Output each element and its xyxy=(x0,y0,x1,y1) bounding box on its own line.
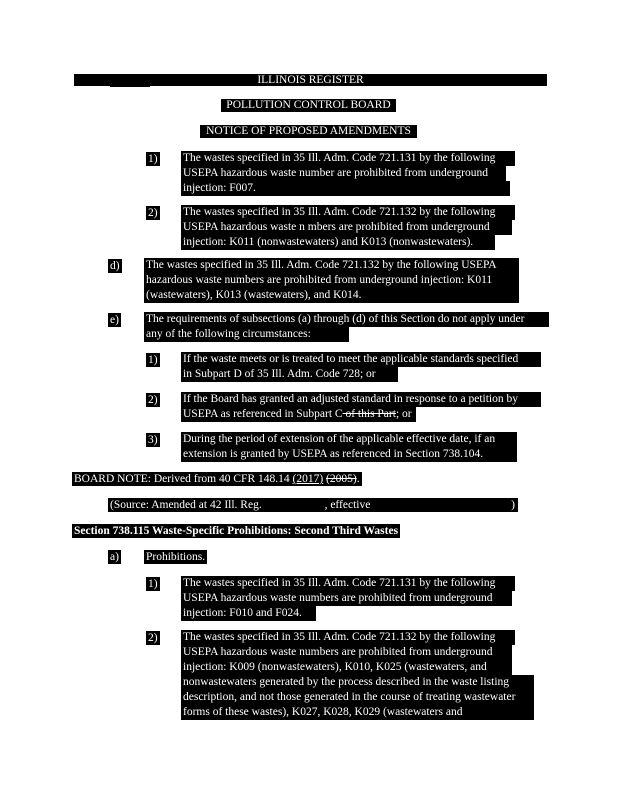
section-a2-line: The wastes specified in 35 Ill. Adm. Code 721.132 by the following xyxy=(181,630,515,645)
section-a2-text xyxy=(181,630,534,720)
section-a2-line: forms of these wastes), K027, K028, K029 (wastewaters and xyxy=(181,705,534,720)
register-title: ILLINOIS REGISTER xyxy=(257,74,364,86)
section-a2-line: description, and not those generated in the course of treating wastewater xyxy=(181,690,534,705)
item-d-line: The wastes specified in 35 Ill. Adm. Code 721.132 by the following USEPA xyxy=(144,258,519,273)
item-2-label: 2) xyxy=(148,207,158,219)
item-e2-line: If the Board has granted an adjusted standard in response to a petition by xyxy=(181,392,541,407)
source-text: (Source: Amended at 42 Ill. Reg. xyxy=(110,499,265,511)
item-e1-text xyxy=(181,352,541,382)
section-a1-line: USEPA hazardous waste numbers are prohibited from underground xyxy=(181,591,512,606)
item-e3-text xyxy=(181,432,517,462)
section-a1-text xyxy=(181,576,515,621)
item-e-label: e) xyxy=(110,314,119,326)
section-a2-line: injection: K009 (nonwastewaters), K010, K025 (wastewaters, and xyxy=(181,660,512,675)
item-e-text-c: do not apply under xyxy=(435,313,525,325)
item-e3-line: During the period of extension of the applicable effective date, if an xyxy=(181,432,517,447)
item-1-line: USEPA hazardous waste number are prohibited from underground xyxy=(181,166,506,181)
section-a1-line: The wastes specified in 35 Ill. Adm. Code 721.131 by the following xyxy=(181,576,515,591)
section-a2-line: USEPA hazardous waste numbers are prohibited from underground xyxy=(181,645,512,660)
item-e2-text xyxy=(181,392,541,422)
section-a-label: a) xyxy=(110,551,119,563)
section-heading: Section 738.115 Waste-Specific Prohibitions: Second Third Wastes xyxy=(74,525,399,537)
notice-header: NOTICE OF PROPOSED AMENDMENTS xyxy=(200,125,417,138)
board-note-period: . xyxy=(356,473,360,485)
item-1-line: injection: F007. xyxy=(181,181,510,196)
item-1-text xyxy=(181,151,515,196)
item-e-line: any of the following circumstances: xyxy=(144,327,349,342)
item-1-label: 1) xyxy=(148,153,158,165)
board-note-deleted-year: (2005) xyxy=(326,473,357,485)
header-rule xyxy=(110,86,150,87)
item-e1-line: in Subpart D of 35 Ill. Adm. Code 728; or xyxy=(181,367,398,382)
source-line xyxy=(108,498,518,512)
item-d-text xyxy=(144,258,519,303)
item-d-line: (wastewaters), K013 (wastewaters), and K014. xyxy=(144,288,519,303)
item-2-line: USEPA hazardous waste n mbers are prohibited from underground xyxy=(181,220,512,235)
section-a2-label: 2) xyxy=(148,632,158,644)
board-note-added-year: (2017) xyxy=(292,473,324,485)
item-e2-text-c: ; or xyxy=(395,408,412,420)
board-header: POLLUTION CONTROL BOARD xyxy=(221,99,396,112)
item-2-line: The wastes specified in 35 Ill. Adm. Code 721.132 by the following xyxy=(181,205,515,220)
item-2-line: injection: K011 (nonwastewaters) and K013 (nonwastewaters). xyxy=(181,235,495,250)
item-e-line xyxy=(144,312,549,327)
item-e-section-word: Section xyxy=(400,313,436,325)
item-d-label: d) xyxy=(110,260,120,272)
section-a2-line: nonwastewaters generated by the process described in the waste listing xyxy=(181,675,534,690)
item-e3-label: 3) xyxy=(148,434,158,446)
board-note xyxy=(72,472,362,486)
item-e1-line: If the waste meets or is treated to meet the applicable standards specified xyxy=(181,352,541,367)
section-a-text: Prohibitions. xyxy=(146,551,206,563)
item-e2-line xyxy=(181,407,416,422)
item-e2-label: 2) xyxy=(148,394,158,406)
section-a1-line: injection: F010 and F024. xyxy=(181,606,316,621)
source-effective: , effective xyxy=(324,499,371,511)
item-e2-text-a: USEPA as referenced in Subpart C xyxy=(183,408,343,420)
item-e-text xyxy=(144,312,549,342)
section-a1-label: 1) xyxy=(148,578,158,590)
item-e-text-a: The requirements of subsections (a) through (d) of this xyxy=(146,313,401,325)
item-e1-label: 1) xyxy=(148,354,158,366)
source-close: ) xyxy=(511,499,515,511)
item-2-text xyxy=(181,205,515,250)
item-1-line: The wastes specified in 35 Ill. Adm. Code 721.131 by the following xyxy=(181,151,515,166)
board-note-text: BOARD NOTE: Derived from 40 CFR 148.14 xyxy=(74,473,293,485)
item-d-line: hazardous waste numbers are prohibited from underground injection: K011 xyxy=(144,273,519,288)
register-header xyxy=(74,74,547,86)
item-e2-deleted-text: of this Part xyxy=(342,408,396,420)
item-e3-line: extension is granted by USEPA as referenced in Section 738.104. xyxy=(181,447,517,462)
